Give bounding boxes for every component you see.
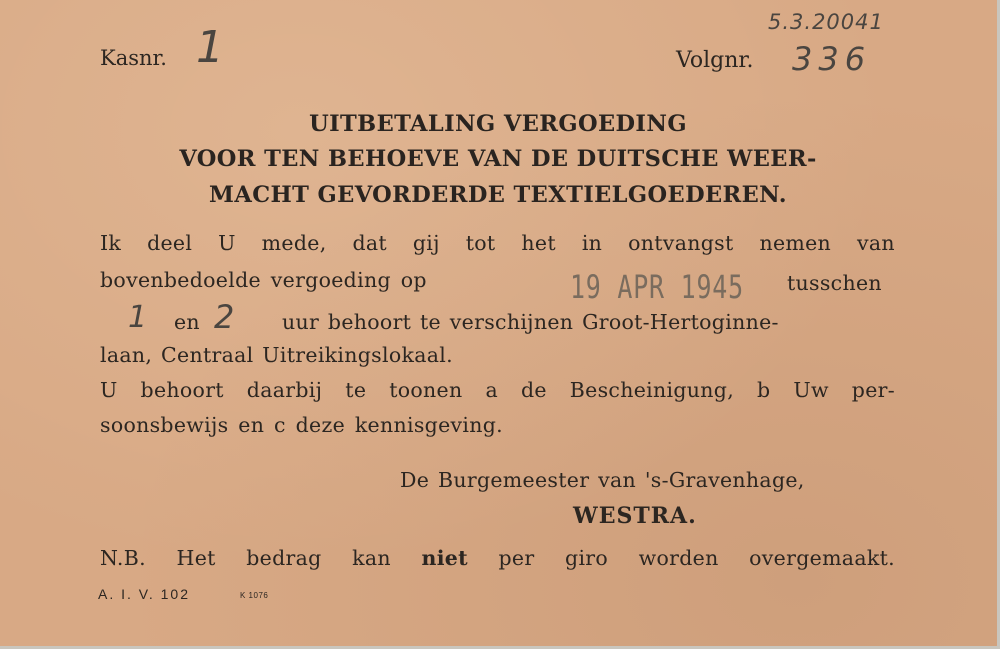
date-stamp: 19 APR 1945 (570, 268, 744, 306)
body-line-3: uur behoort te verschijnen Groot-Hertoginne- (282, 310, 779, 334)
word: tot (465, 231, 496, 255)
title-line-3: MACHT GEVORDERDE TEXTIELGOEDEREN. (209, 182, 787, 208)
word: U (218, 231, 236, 255)
word: b (756, 378, 771, 402)
word: mede, (261, 231, 327, 255)
word: worden (638, 546, 719, 570)
word: toonen (389, 378, 463, 402)
volgnr-label: Volgnr. (676, 48, 754, 73)
word: daarbij (246, 378, 323, 402)
word: het (521, 231, 556, 255)
note-label: N.B. (100, 546, 146, 570)
print-code: K 1076 (240, 591, 269, 600)
body-en: en (174, 310, 200, 334)
word: van (856, 231, 895, 255)
hour-from: 1 (128, 300, 148, 335)
word: Uw (793, 378, 829, 402)
word: a (485, 378, 498, 402)
body-line-1 (100, 231, 895, 255)
word: Ik (100, 231, 122, 255)
word: ontvangst (628, 231, 734, 255)
archive-number: 5.3.20041 (768, 10, 884, 34)
word: te (345, 378, 367, 402)
word: gij (412, 231, 440, 255)
form-code: A. I. V. 102 (98, 586, 190, 602)
word: behoort (140, 378, 224, 402)
body-line-2-start: bovenbedoelde vergoeding op (100, 268, 427, 292)
word: overgemaakt. (749, 546, 895, 570)
volgnr-value: 336 (792, 40, 872, 78)
kasnr-label: Kasnr. (100, 46, 167, 70)
mayor-name: WESTRA. (573, 503, 697, 529)
word: bedrag (246, 546, 322, 570)
word: giro (565, 546, 609, 570)
word: nemen (759, 231, 832, 255)
body-line-4: laan, Centraal Uitreikingslokaal. (100, 343, 453, 367)
word: in (581, 231, 603, 255)
title-line-2: VOOR TEN BEHOEVE VAN DE DUITSCHE WEER- (179, 146, 817, 172)
word: deel (147, 231, 193, 255)
mayor-office: De Burgemeester van 's-Gravenhage, (400, 468, 805, 492)
title-line-1: UITBETALING VERGOEDING (309, 111, 687, 137)
word: U (100, 378, 118, 402)
word: Bescheinigung, (569, 378, 735, 402)
word: per- (851, 378, 895, 402)
word: Het (176, 546, 216, 570)
word: kan (352, 546, 391, 570)
body-line-2-end: tusschen (787, 271, 882, 295)
word: de (520, 378, 547, 402)
body-line-5 (100, 378, 895, 402)
body-line-6: soonsbewijs en c deze kennisgeving. (100, 413, 504, 437)
kasnr-value: 1 (196, 22, 224, 73)
hour-to: 2 (214, 298, 235, 336)
word: per (498, 546, 535, 570)
word: dat (352, 231, 387, 255)
note-line (100, 546, 895, 570)
word-emphasis: niet (421, 546, 468, 570)
